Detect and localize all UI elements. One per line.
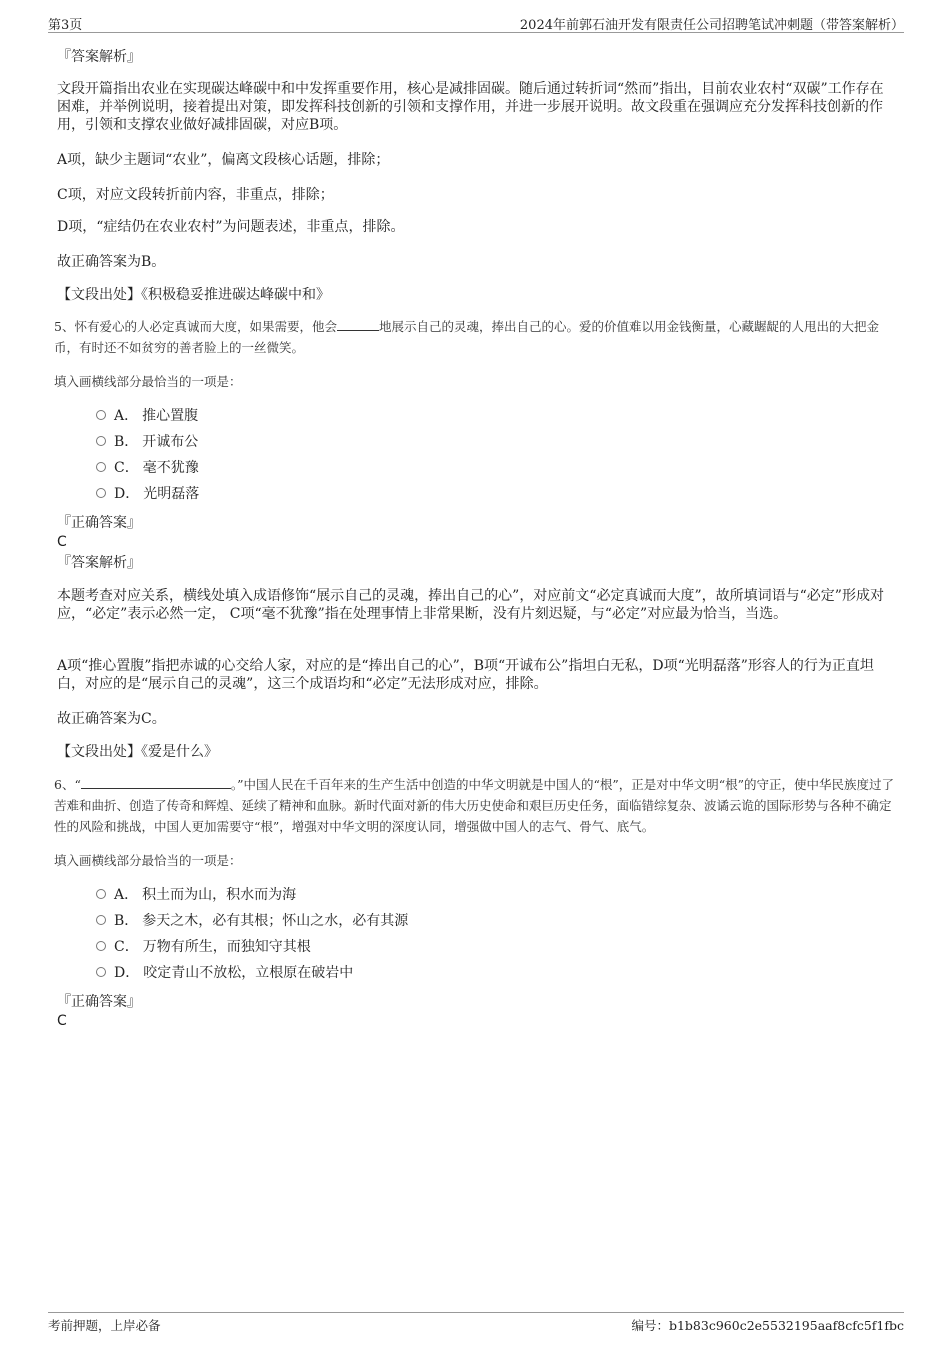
question-6-prompt: 填入画横线部分最恰当的一项是： [54, 853, 242, 868]
analysis-paragraph: A项“推心置腹”指把赤诚的心交给人家，对应的是“捧出自己的心”，B项“开诚布公”指坦白无私，D项“光明磊落”形容人的行为正直坦白，对应的是“展示自己的灵魂”，这三个成语均和“必定”无法形成对应，排除。 [57, 658, 874, 692]
correct-answer-label: 『正确答案』 [57, 994, 141, 1010]
footer-slogan: 考前押题，上岸必备 [48, 1318, 161, 1333]
source-citation: 【文段出处】《积极稳妥推进碳达峰碳中和》 [57, 287, 330, 303]
radio-icon[interactable] [96, 436, 106, 446]
source-citation: 【文段出处】《爱是什么》 [57, 744, 218, 760]
radio-icon[interactable] [96, 462, 106, 472]
analysis-conclusion: 故正确答案为B。 [57, 254, 166, 270]
q5-option-b[interactable]: B． 开诚布公 [96, 432, 198, 452]
question-5-prompt: 填入画横线部分最恰当的一项是： [54, 374, 242, 389]
document-title: 2024年前郭石油开发有限责任公司招聘笔试冲刺题（带答案解析） [519, 18, 904, 33]
page-footer [48, 1312, 904, 1333]
page-header [48, 14, 904, 33]
page-number: 第3页 [48, 18, 83, 33]
analysis-option-a: A项，缺少主题词“农业”，偏离文段核心话题，排除； [57, 152, 390, 168]
q5-option-d[interactable]: D． 光明磊落 [96, 484, 199, 504]
analysis-conclusion: 故正确答案为C。 [57, 711, 166, 727]
analysis-option-d: D项，“症结仍在农业农村”为问题表述，非重点，排除。 [57, 219, 405, 235]
q5-option-a[interactable]: A． 推心置腹 [96, 406, 198, 426]
radio-icon[interactable] [96, 967, 106, 977]
radio-icon[interactable] [96, 889, 106, 899]
correct-answer: C [57, 534, 67, 550]
analysis-paragraph: 文段开篇指出农业在实现碳达峰碳中和中发挥重要作用，核心是减排固碳。随后通过转折词“然而”指出，目前农业农村“双碳”工作存在困难，并举例说明，接着提出对策，即发挥科技创新的引领和支撑作用，并进一步展开说明。故文段重在强调应充分发挥科技创新的作用，引领和支撑农业做好减排固碳，对应B项。 [57, 81, 884, 133]
radio-icon[interactable] [96, 915, 106, 925]
answer-blank [337, 330, 379, 331]
analysis-label: 『答案解析』 [57, 49, 141, 65]
q6-option-a[interactable]: A． 积土而为山，积水而为海 [96, 885, 296, 905]
question-5-text: 5、怀有爱心的人必定真诚而大度，如果需要，他会 地展示自己的灵魂，捧出自己的心。爱的价值难以用金钱衡量，心藏龌龊的人甩出的大把金币，有时还不如贫穷的善者脸上的一丝微笑。 [54, 319, 879, 355]
q6-option-c[interactable]: C． 万物有所生，而独知守其根 [96, 937, 311, 957]
q5-option-c[interactable]: C． 毫不犹豫 [96, 458, 199, 478]
answer-blank [81, 788, 231, 789]
document-id: 编号：b1b83c960c2e5532195aaf8cfc5f1fbc [631, 1318, 904, 1333]
correct-answer: C [57, 1013, 67, 1029]
analysis-label: 『答案解析』 [57, 555, 141, 571]
correct-answer-label: 『正确答案』 [57, 515, 141, 531]
q6-option-b[interactable]: B． 参天之木，必有其根；怀山之水，必有其源 [96, 911, 408, 931]
radio-icon[interactable] [96, 410, 106, 420]
analysis-option-c: C项，对应文段转折前内容，非重点，排除； [57, 187, 334, 203]
q6-option-d[interactable]: D． 咬定青山不放松，立根原在破岩中 [96, 963, 353, 983]
question-6-text: 6、“ 。”中国人民在千百年来的生产生活中创造的中华文明就是中国人的“根”，正是对中华文明“根”的守正，使中华民族度过了苦难和曲折、创造了传奇和辉煌、延续了精神和血脉。新时代面对新的伟大历史使命和艰巨历史任务，面临错综复杂、波谲云诡的国际形势与各种不确定性的风险和挑战，中国人更加需要守“根”，增强对中华文明的深度认同，增强做中国人的志气、骨气、底气。 [54, 777, 895, 834]
radio-icon[interactable] [96, 941, 106, 951]
analysis-paragraph: 本题考查对应关系，横线处填入成语修饰“展示自己的灵魂，捧出自己的心”，对应前文“必定真诚而大度”，故所填词语与“必定”形成对应，“必定”表示必然一定， C项“毫不犹豫”指在处理事情上非常果断，没有片刻迟疑，与“必定”对应最为恰当，当选。 [57, 588, 884, 622]
radio-icon[interactable] [96, 488, 106, 498]
